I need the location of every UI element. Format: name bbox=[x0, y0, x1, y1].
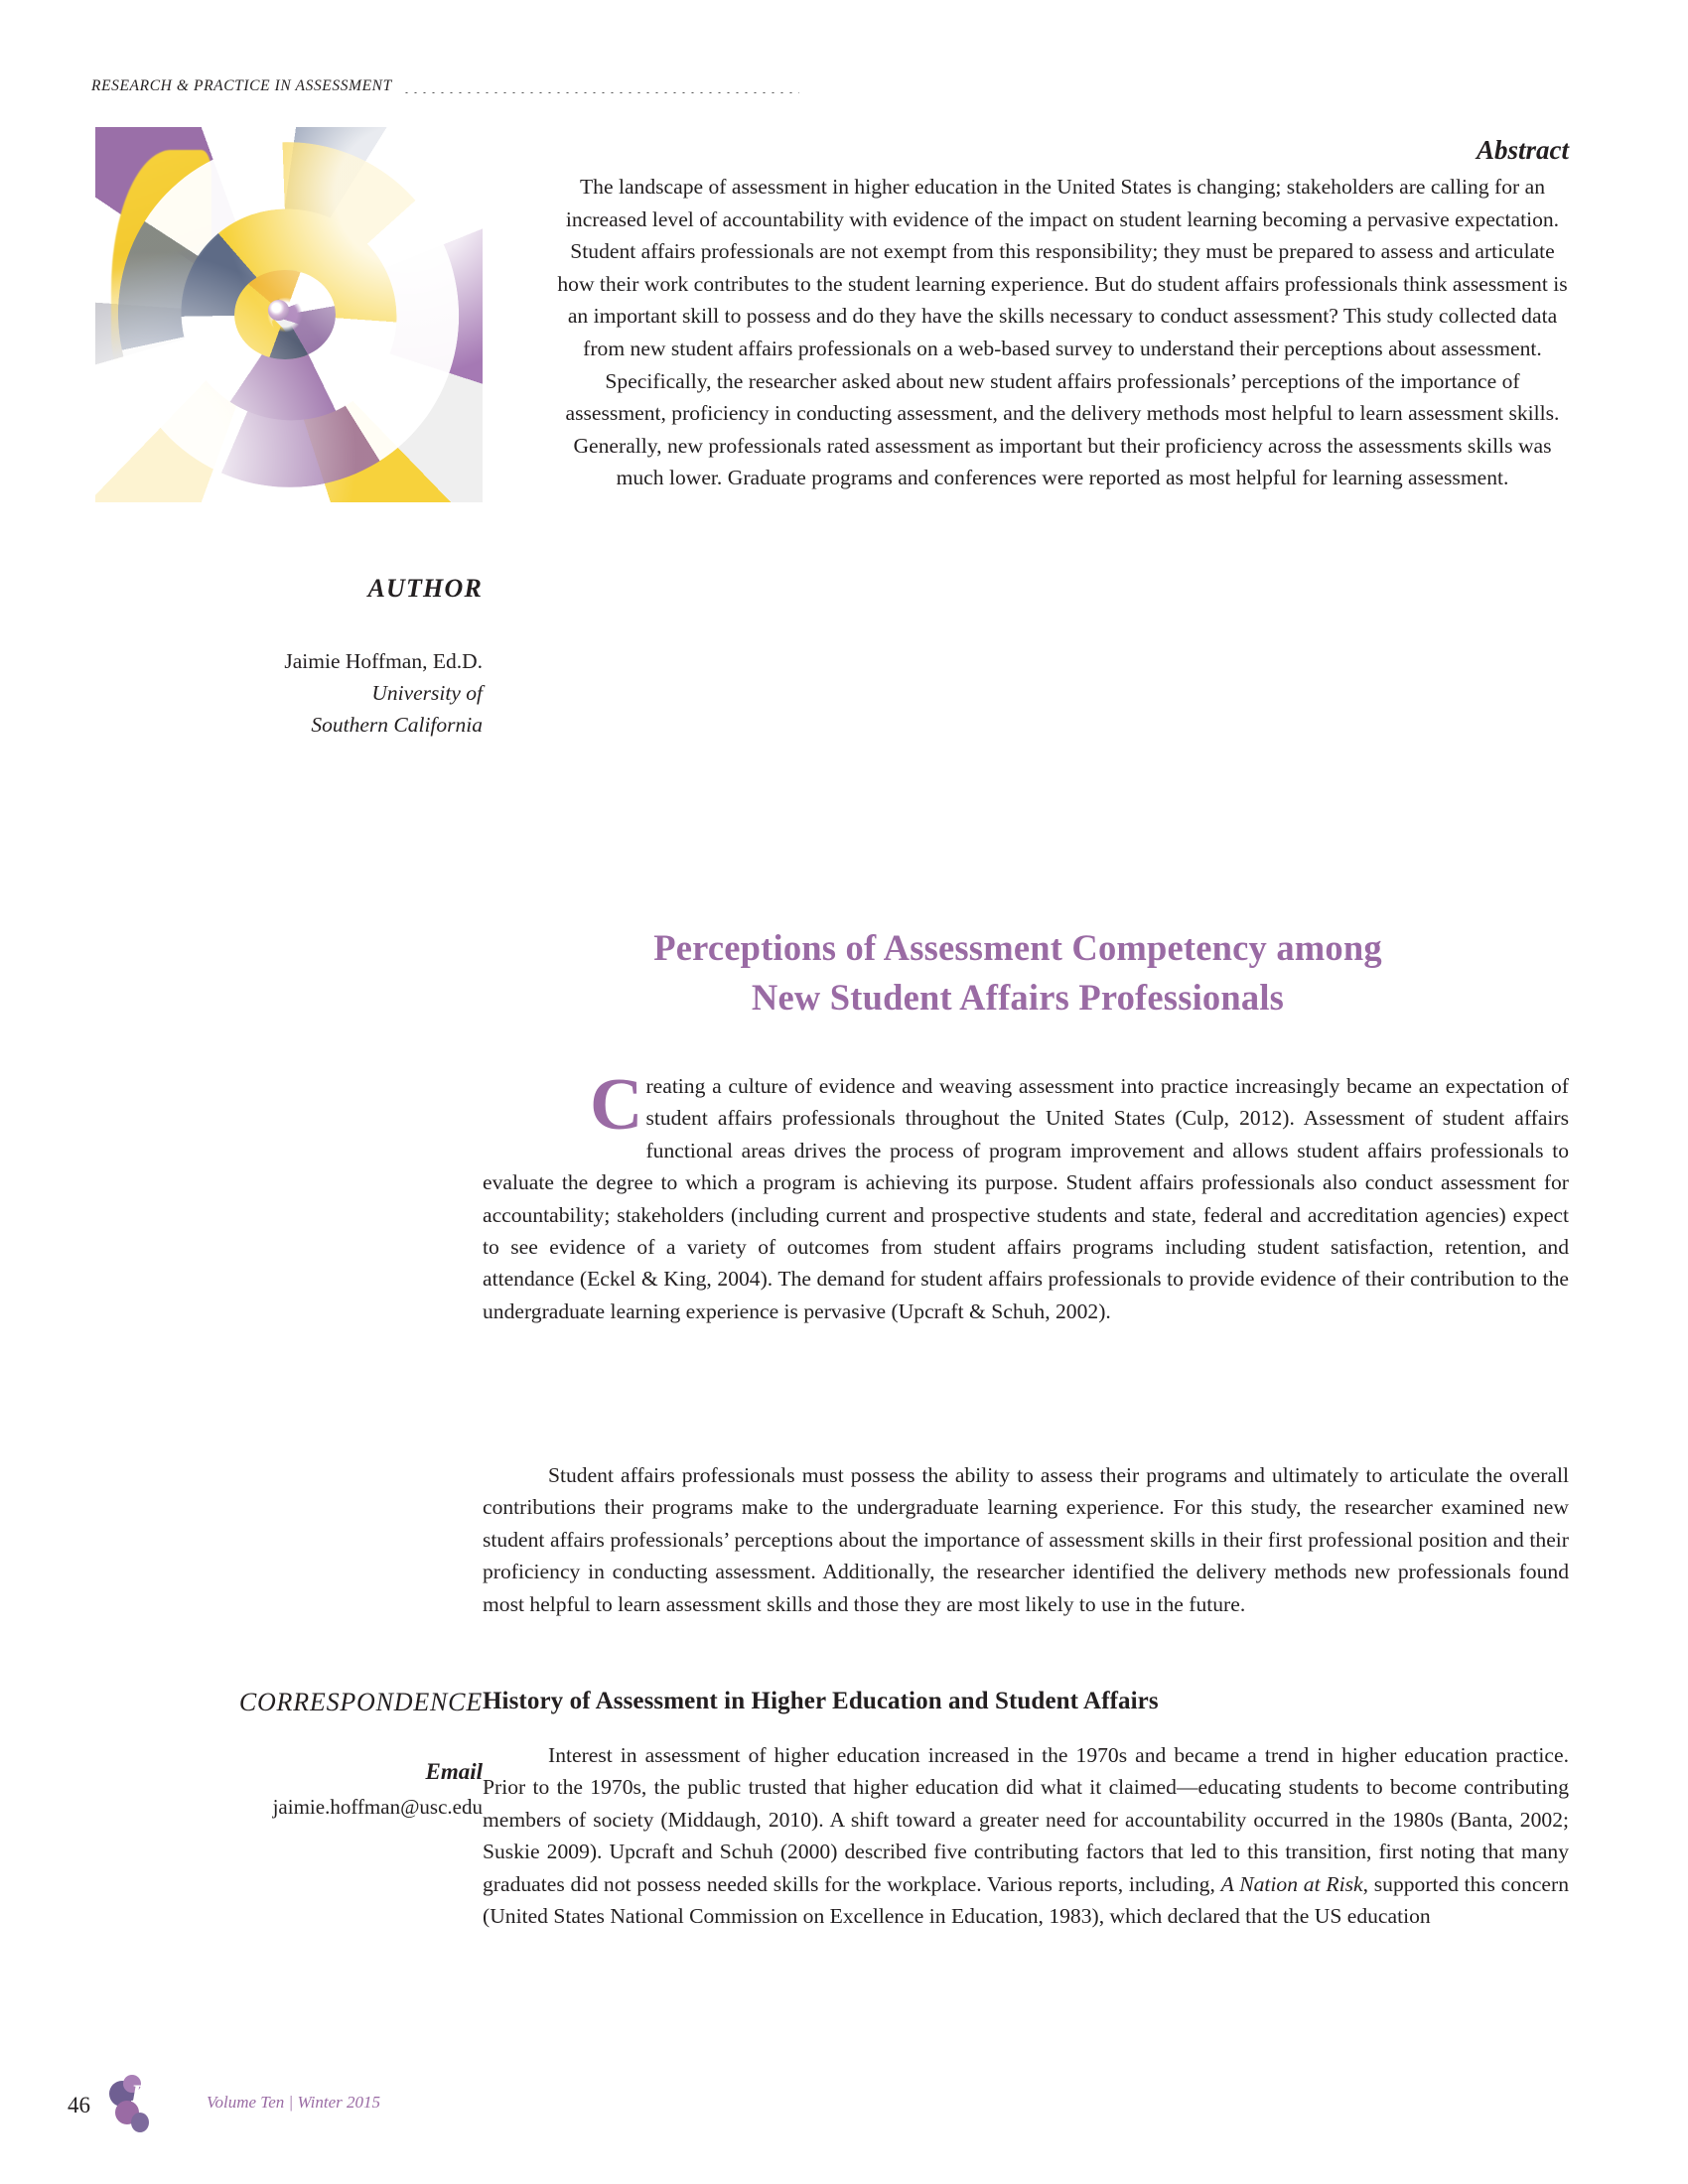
running-head bbox=[91, 77, 985, 95]
author-name: Jaimie Hoffman, Ed.D. bbox=[284, 649, 483, 673]
volume-separator: | bbox=[288, 2093, 294, 2112]
abstract-text: The landscape of assessment in higher education in the United States is changing; stakeholders are calling for an increased level of accountability with evidence of the impact on student learning becoming a pervasive expectation. Student affairs professionals are not exempt from this responsibility; they must be prepared to assess and articulate how their work contributes to the student learning experience. But do student affairs professionals think assessment is an important skill to possess and do they have the skills necessary to conduct assessment? This study collected data from new student affairs professionals on a web-based survey to understand their perceptions about assessment. Specifically, the researcher asked about new student affairs professionals’ perceptions of the importance of assessment, proficiency in conducting assessment, and the delivery methods most helpful to learn assessment skills. Generally, new professionals rated assessment as important but their proficiency across the assessments skills was much lower. Graduate programs and conferences were reported as most helpful for learning assessment. bbox=[557, 175, 1568, 490]
author-affiliation-line2: Southern California bbox=[311, 713, 483, 737]
drop-cap: C bbox=[590, 1064, 643, 1146]
correspondence-label: CORRESPONDENCE bbox=[238, 1688, 483, 1716]
page-number: 46 bbox=[68, 2093, 90, 2117]
page-footer bbox=[68, 2073, 485, 2142]
author-info bbox=[95, 645, 483, 741]
issue-label: Winter 2015 bbox=[297, 2093, 381, 2112]
author-email-address[interactable]: jaimie.hoffman@usc.edu bbox=[272, 1795, 483, 1819]
logo-text: RPA bbox=[131, 2081, 177, 2108]
article-title-line1: Perceptions of Assessment Competency among bbox=[653, 927, 1382, 968]
author-label: AUTHOR bbox=[367, 574, 483, 603]
volume-issue-line bbox=[207, 2093, 380, 2113]
author-affiliation-line1: University of bbox=[371, 681, 483, 705]
body-paragraph-1 bbox=[483, 1064, 1569, 1327]
cited-report-title: A Nation at Risk bbox=[1220, 1871, 1363, 1896]
volume-label: Volume Ten bbox=[207, 2093, 285, 2112]
cover-artwork-image bbox=[95, 127, 483, 502]
rpa-logo bbox=[107, 2075, 199, 2138]
body-paragraph-1-text: reating a culture of evidence and weaving assessment into practice increasingly became an expectation of student affairs professionals throughout the United States (Culp, 2012). Assessment of student affairs functional areas drives the process of program improvement and allows student affairs professionals to evaluate the degree to which a program is achieving its purpose. Student affairs professionals also conduct assessment for accountability; stakeholders (including current and prospective students and state, federal and accreditation agencies) expect to see evidence of a variety of outcomes from student affairs programs including student satisfaction, retention, and attendance (Eckel & King, 2004). The demand for student affairs professionals to provide evidence of their contribution to the undergraduate learning experience is pervasive (Upcraft & Schuh, 2002). bbox=[483, 1074, 1569, 1323]
swirl-highlight bbox=[95, 127, 483, 502]
abstract-heading: Abstract bbox=[1476, 135, 1569, 165]
body-paragraph-2-text: Student affairs professionals must possess the ability to assess their programs and ultimately to articulate the overall contributions their programs make to the undergraduate learning experience. For this study, the researcher examined new student affairs professionals’ perceptions about the importance of assessment skills in their first professional position and their proficiency in conducting assessment. Additionally, the researcher identified the delivery methods new professionals found most helpful to learn assessment skills and those they are most likely to use in the future. bbox=[483, 1463, 1569, 1616]
running-head-dot-leader bbox=[402, 79, 799, 93]
body-paragraph-3-text-part1: Interest in assessment of higher education increased in the 1970s and became a trend in higher education practice. Prior to the 1970s, the public trusted that higher education did what it claimed—educating students to become contributing members of society (Middaugh, 2010). A shift toward a greater need for accountability occurred in the 1980s (Banta, 2002; Suskie 2009). Upcraft and Schuh (2000) described five contributing factors that led to this transition, first noting that many graduates did not possess needed skills for the workplace. Various reports, including, bbox=[483, 1743, 1569, 1896]
body-paragraph-3 bbox=[483, 1739, 1569, 1932]
logo-blob-4 bbox=[131, 2113, 149, 2132]
email-label: Email bbox=[425, 1759, 483, 1784]
article-title bbox=[467, 923, 1569, 1023]
body-paragraph-3-text-part2: , supported this concern (United States National Commission on Excellence in Education, 1983), which declared that the US education bbox=[483, 1871, 1570, 1929]
running-head-text: RESEARCH & PRACTICE IN ASSESSMENT bbox=[91, 77, 392, 94]
body-paragraph-2 bbox=[483, 1459, 1569, 1620]
article-title-line2: New Student Affairs Professionals bbox=[751, 977, 1285, 1018]
section-heading: History of Assessment in Higher Education and Student Affairs bbox=[483, 1688, 1159, 1714]
